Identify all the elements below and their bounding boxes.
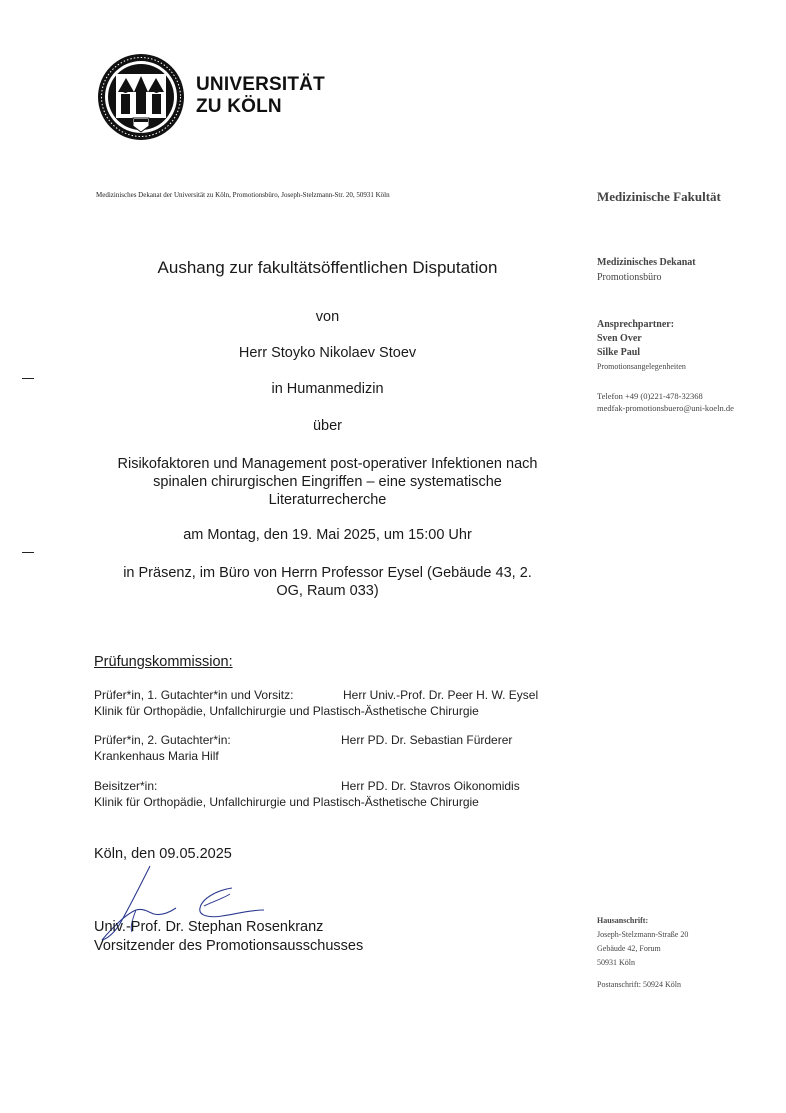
member-person: Herr PD. Dr. Sebastian Fürderer (341, 733, 513, 747)
department-name: Medizinisches Dekanat (597, 257, 696, 268)
thesis-title-line-1: Risikofaktoren und Management post-operativer Infektionen nach (117, 456, 538, 472)
office-name: Promotionsbüro (597, 272, 662, 283)
university-wordmark (196, 74, 325, 118)
signatory-role: Vorsitzender des Promotionsausschusses (94, 938, 364, 954)
fold-mark (22, 552, 34, 553)
member-person: Herr Univ.-Prof. Dr. Peer H. W. Eysel (343, 688, 539, 702)
address-street: Joseph-Stelzmann-Straße 20 (597, 930, 689, 939)
committee-member (94, 778, 520, 810)
address-city: 50931 Köln (597, 958, 635, 967)
address-building: Gebäude 42, Forum (597, 944, 661, 953)
faculty-name: Medizinische Fakultät (597, 189, 721, 204)
committee-member (94, 732, 513, 764)
address-block (597, 914, 688, 970)
contact-role: Promotionsangelegenheiten (597, 362, 686, 371)
member-role: Beisitzer*in: (94, 779, 158, 793)
member-institution: Klinik für Orthopädie, Unfallchirurgie und Plastisch-Ästhetische Chirurgie (94, 704, 479, 718)
thesis-title (90, 455, 565, 509)
member-institution: Krankenhaus Maria Hilf (94, 749, 219, 763)
contact-block (597, 318, 686, 374)
notice-von: von (315, 309, 340, 325)
sender-address-line: Medizinisches Dekanat der Universität zu Köln, Promotionsbüro, Joseph-Stelzmann-Str. 20, 50931 Köln (96, 191, 390, 199)
fold-mark (22, 378, 34, 379)
postal-address: Postanschrift: 50924 Köln (597, 980, 681, 989)
member-role: Prüfer*in, 2. Gutachter*in: (94, 733, 231, 747)
candidate-name: Herr Stoyko Nikolaev Stoev (238, 345, 417, 361)
committee-member (94, 687, 539, 719)
contact-person-1: Sven Over (597, 333, 642, 344)
email-address: medfak-promotionsbuero@uni-koeln.de (597, 403, 734, 413)
place-and-date: Köln, den 09.05.2025 (94, 846, 232, 862)
thesis-title-line-2: spinalen chirurgischen Eingriffen – eine systematische (153, 474, 502, 490)
notice-ueber: über (312, 418, 343, 434)
wordmark-line-2: ZU KÖLN (196, 96, 282, 117)
location-line-2: OG, Raum 033) (276, 583, 379, 599)
committee-heading: Prüfungskommission: (94, 654, 233, 670)
thesis-title-line-3: Literaturrecherche (268, 492, 387, 508)
contact-label: Ansprechpartner: (597, 319, 675, 330)
notice-title: Aushang zur fakultätsöffentlichen Disputation (157, 258, 498, 277)
phone-email-block (597, 390, 734, 414)
contact-person-2: Silke Paul (597, 347, 641, 358)
member-role: Prüfer*in, 1. Gutachter*in und Vorsitz: (94, 688, 294, 702)
member-person: Herr PD. Dr. Stavros Oikonomidis (341, 779, 520, 793)
phone-number: Telefon +49 (0)221-478-32368 (597, 391, 703, 401)
signatory (94, 918, 363, 956)
university-seal-logo (96, 52, 186, 142)
candidate-subject: in Humanmedizin (271, 381, 384, 397)
disputation-location (90, 564, 565, 600)
member-institution: Klinik für Orthopädie, Unfallchirurgie und Plastisch-Ästhetische Chirurgie (94, 795, 479, 809)
signatory-name: Univ.-Prof. Dr. Stephan Rosenkranz (94, 919, 324, 935)
disputation-date: am Montag, den 19. Mai 2025, um 15:00 Uhr (183, 527, 472, 543)
wordmark-line-1: UNIVERSITÄT (196, 74, 325, 95)
department-block (597, 255, 696, 285)
address-label: Hausanschrift: (597, 916, 649, 925)
location-line-1: in Präsenz, im Büro von Herrn Professor Eysel (Gebäude 43, 2. (123, 565, 532, 581)
